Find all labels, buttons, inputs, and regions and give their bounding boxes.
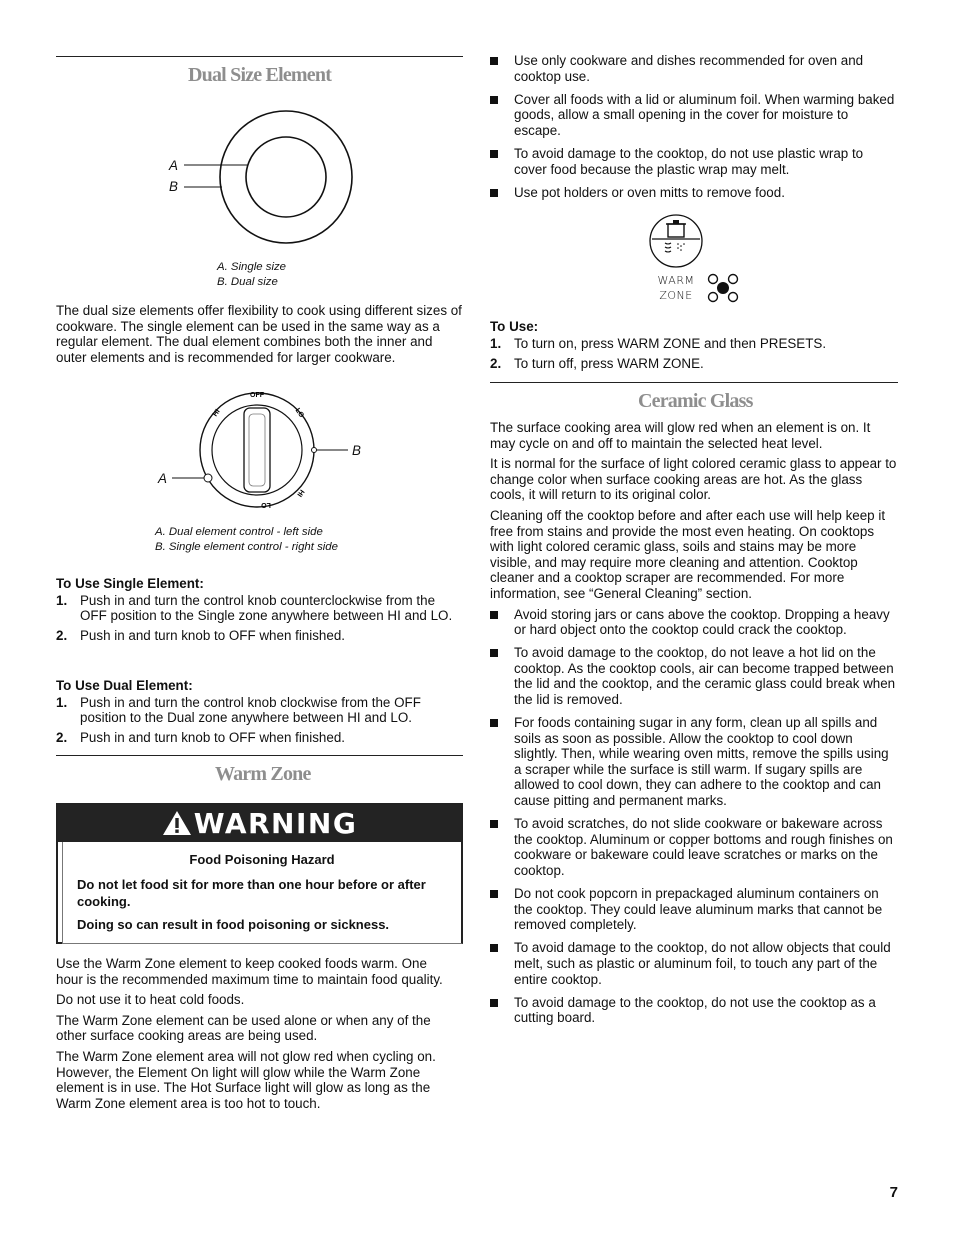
caption-a: A. Single size bbox=[217, 261, 287, 273]
bullet-text: To avoid damage to the cooktop, do not leave a hot lid on the cooktop. As the cooktop cools, air can become trapped between the lid and the cooktop, and the ceramic glass could break when the lid is removed. bbox=[514, 645, 896, 707]
to-use-section bbox=[490, 319, 898, 376]
warning-header bbox=[58, 805, 461, 842]
warm-zone-pot-icon bbox=[648, 213, 704, 269]
bullet-square-icon bbox=[490, 189, 498, 197]
warning-line-2: Doing so can result in food poisoning or sickness. bbox=[77, 917, 390, 932]
top-rule-left bbox=[56, 56, 463, 57]
bullet-square-icon bbox=[490, 890, 498, 898]
step-text: To turn on, press WARM ZONE and then PRESETS. bbox=[514, 335, 827, 351]
step-number: 1. bbox=[490, 335, 502, 351]
dual-step-2 bbox=[56, 730, 463, 746]
warm-zone-bullets bbox=[490, 53, 898, 208]
ceramic-body bbox=[490, 420, 898, 1033]
ceramic-para-1: The surface cooking area will glow red when an element is on. It may cycle on and off to maintain the selected heat level. bbox=[490, 420, 871, 451]
step-number: 2. bbox=[56, 730, 68, 746]
warm-zone-para-2: Do not use it to heat cold foods. bbox=[56, 992, 245, 1008]
warm-zone-para-1: Use the Warm Zone element to keep cooked foods warm. One hour is the recommended maximum time to maintain food quality. bbox=[56, 956, 443, 987]
dual-zone-marker bbox=[204, 474, 212, 482]
bullet-text: Use pot holders or oven mitts to remove food. bbox=[514, 184, 785, 200]
ceramic-bullet-5 bbox=[490, 886, 898, 933]
warm-zone-icon-label bbox=[652, 273, 700, 303]
step-number: 1. bbox=[56, 694, 68, 710]
step-number: 2. bbox=[56, 628, 68, 644]
warm-label: WARM bbox=[657, 274, 695, 287]
knob-label-a: A bbox=[158, 471, 167, 486]
knob-caption bbox=[155, 525, 338, 555]
diagram-label-b: B bbox=[169, 179, 178, 194]
step-text: Push in and turn knob to OFF when finished. bbox=[80, 628, 345, 644]
to-use-steps bbox=[490, 336, 898, 372]
warning-hazard: Food Poisoning Hazard bbox=[189, 852, 335, 867]
dual-size-element-diagram bbox=[160, 105, 360, 265]
bullet-text: To avoid damage to the cooktop, do not use the cooktop as a cutting board. bbox=[514, 994, 876, 1026]
dual-step-1 bbox=[56, 695, 463, 726]
inner-element-ring bbox=[246, 137, 326, 217]
warm-bullet-3 bbox=[490, 146, 898, 177]
knob-lo-bottom-label: LO bbox=[261, 501, 271, 508]
bullet-square-icon bbox=[490, 611, 498, 619]
ceramic-glass-title: Ceramic Glass bbox=[638, 390, 753, 412]
warning-line-1: Do not let food sit for more than one hour before or after cooking. bbox=[77, 877, 426, 909]
page-number: 7 bbox=[889, 1184, 898, 1201]
single-zone-marker bbox=[312, 448, 317, 453]
warm-zone-para-3: The Warm Zone element can be used alone or when any of the other surface cooking areas are being used. bbox=[56, 1012, 431, 1044]
knob-lo-right-label: LO bbox=[293, 407, 305, 420]
ceramic-bullet-4 bbox=[490, 816, 898, 878]
bullet-square-icon bbox=[490, 96, 498, 104]
knob-handle bbox=[244, 408, 270, 492]
warm-zone-body bbox=[56, 956, 463, 1111]
single-element-steps bbox=[56, 593, 463, 644]
bullet-text: For foods containing sugar in any form, clean up all spills and soils as soon as possible. Allow the cooktop to cool down slightly. Then, while wearing oven mitts, remove the spills using a scraper while the surface is still warm. If sugary spills are allowed to cool down, they can adhere to the cooktop and can cause pitting and permanent marks. bbox=[514, 715, 889, 809]
single-element-heading: To Use Single Element: bbox=[56, 576, 204, 591]
ceramic-bullet-7 bbox=[490, 995, 898, 1026]
ceramic-para-2: It is normal for the surface of light colored ceramic glass to appear to change color when surface cooking areas are hot. As the glass cools, it will return to its original color. bbox=[490, 456, 897, 503]
step-text: Push in and turn the control knob clockwise from the OFF position to the Dual zone anywhere between HI and LO. bbox=[80, 694, 421, 726]
bullet-square-icon bbox=[490, 944, 498, 952]
knob-hi-right-label: HI bbox=[295, 487, 306, 498]
step-text: To turn off, press WARM ZONE. bbox=[514, 355, 704, 371]
knob-caption-a: A. Dual element control - left side bbox=[155, 526, 323, 538]
ceramic-bullets bbox=[490, 607, 898, 1026]
step-text: Push in and turn knob to OFF when finished. bbox=[80, 730, 345, 746]
zone-label: ZONE bbox=[659, 289, 693, 302]
outer-element-ring bbox=[220, 111, 352, 243]
warm-zone-rule bbox=[56, 755, 463, 756]
warm-zone-title: Warm Zone bbox=[215, 763, 311, 785]
step-text: Push in and turn the control knob counterclockwise from the OFF position to the Single zone anywhere between HI and LO. bbox=[80, 592, 453, 624]
warm-zone-dots-icon bbox=[704, 271, 744, 305]
ceramic-bullet-3 bbox=[490, 715, 898, 809]
warm-bullet-1 bbox=[490, 53, 898, 84]
bullet-text: To avoid damage to the cooktop, do not allow objects that could melt, such as plastic or aluminum foil, to touch any part of the entire cooktop. bbox=[514, 940, 891, 987]
bullet-square-icon bbox=[490, 719, 498, 727]
ceramic-bullet-1 bbox=[490, 607, 898, 638]
ceramic-bullet-6 bbox=[490, 940, 898, 987]
step-number: 1. bbox=[56, 592, 68, 608]
warning-label: WARNING bbox=[193, 807, 358, 840]
bullet-text: Use only cookware and dishes recommended for oven and cooktop use. bbox=[514, 53, 864, 84]
diagram-caption bbox=[217, 260, 286, 290]
ceramic-bullet-2 bbox=[490, 645, 898, 707]
bullet-square-icon bbox=[490, 57, 498, 65]
to-use-step-2 bbox=[490, 356, 898, 372]
ceramic-para-3: Cleaning off the cooktop before and after each use will help keep it free from stains and provide the most even heating. On cooktops with light colored ceramic glass, soils and stains may be more visible, and may require more cleaning and attention. Cooktop cleaner and a cooktop scraper are recommended. For more information, see “General Cleaning” section. bbox=[490, 507, 886, 601]
control-knob-diagram bbox=[160, 388, 360, 518]
warning-box bbox=[56, 803, 463, 944]
bullet-square-icon bbox=[490, 999, 498, 1007]
to-use-heading: To Use: bbox=[490, 319, 539, 334]
warm-bullet-2 bbox=[490, 92, 898, 139]
single-step-1 bbox=[56, 593, 463, 624]
single-step-2 bbox=[56, 628, 463, 644]
dual-size-title: Dual Size Element bbox=[188, 64, 332, 86]
warm-bullet-4 bbox=[490, 185, 898, 201]
single-element-section bbox=[56, 576, 463, 648]
to-use-step-1 bbox=[490, 336, 898, 352]
dual-element-steps bbox=[56, 695, 463, 746]
warm-zone-para-4: The Warm Zone element area will not glow red when cycling on. However, the Element On light will glow while the Warm Zone element is in use. The Hot Surface light will glow as long as the Warm Zone element area is too hot to touch. bbox=[56, 1048, 436, 1111]
warning-body bbox=[62, 842, 463, 944]
bullet-text: Avoid storing jars or cans above the cooktop. Dropping a heavy or hard object onto the cooktop could crack the cooktop. bbox=[514, 606, 890, 638]
step-number: 2. bbox=[490, 355, 502, 371]
bullet-square-icon bbox=[490, 820, 498, 828]
bullet-text: Cover all foods with a lid or aluminum foil. When warming baked goods, allow a small opening in the cover for moisture to escape. bbox=[514, 91, 895, 138]
knob-caption-b: B. Single element control - right side bbox=[155, 541, 338, 553]
knob-hi-left-label: HI bbox=[211, 408, 222, 419]
warning-triangle-icon bbox=[162, 810, 192, 836]
bullet-square-icon bbox=[490, 150, 498, 158]
dual-size-body: The dual size elements offer flexibility to cook using different sizes of cookware. The single element can be used in the same way as a regular element. The dual element combines both the inner and outer elements and is recommended for larger cookware. bbox=[56, 303, 462, 365]
bullet-text: To avoid scratches, do not slide cookware or bakeware across the cooktop. Aluminum or copper bottoms and rough finishes on cookware or bakeware could leave scratches or marks on the cooktop. bbox=[514, 816, 893, 878]
dual-element-section bbox=[56, 678, 463, 750]
ceramic-rule bbox=[490, 382, 898, 383]
diagram-label-a: A bbox=[169, 158, 178, 173]
knob-label-b: B bbox=[352, 443, 361, 458]
caption-b: B. Dual size bbox=[217, 276, 278, 288]
bullet-text: Do not cook popcorn in prepackaged aluminum containers on the cooktop. They could leave aluminum marks that cannot be removed completely. bbox=[514, 886, 883, 933]
dual-element-heading: To Use Dual Element: bbox=[56, 678, 193, 693]
bullet-square-icon bbox=[490, 649, 498, 657]
knob-off-label: OFF bbox=[250, 392, 264, 399]
bullet-text: To avoid damage to the cooktop, do not use plastic wrap to cover food because the plastic wrap may melt. bbox=[514, 145, 864, 177]
